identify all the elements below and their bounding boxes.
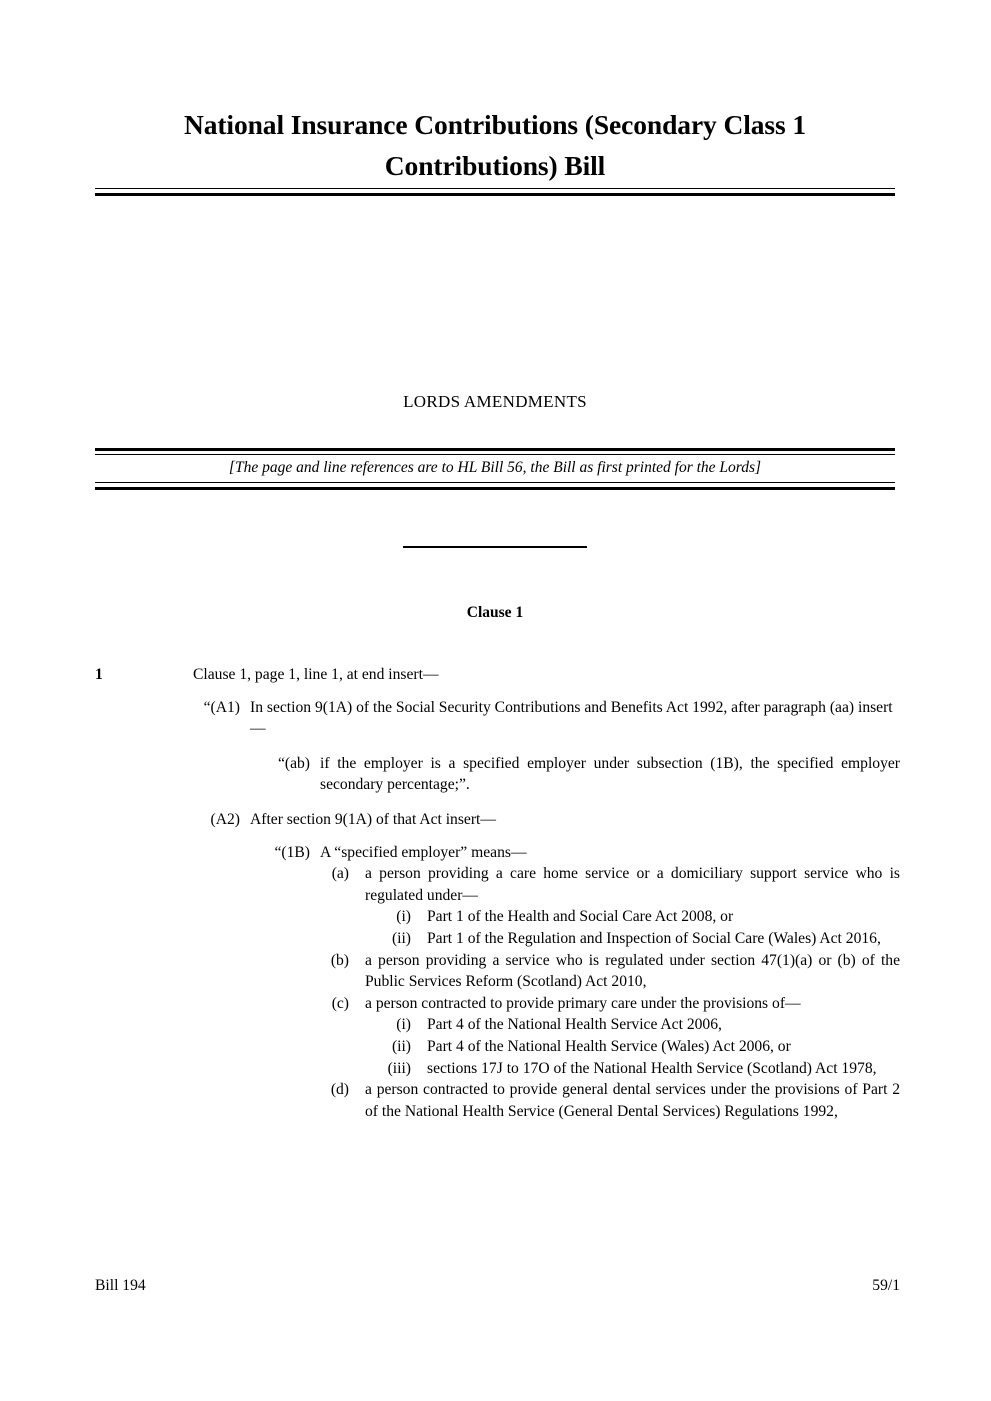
amendment-item-text: After section 9(1A) of that Act insert— — [250, 810, 496, 828]
amendment-item-text: Part 1 of the Regulation and Inspection of Social Care (Wales) Act 2016, — [427, 929, 881, 947]
amendment-item — [95, 753, 900, 796]
amendment-item-label: “(A1) — [203, 698, 240, 716]
page-title: National Insurance Contributions (Secondary Class 1 Contributions) Bill — [183, 109, 807, 181]
note-rule-top-thin — [95, 454, 895, 455]
amendment-item — [95, 1014, 900, 1036]
amendment-item-text: A “specified employer” means— — [320, 843, 527, 861]
amendment-item-text: if the employer is a specified employer under subsection (1B), the specified employer secondary percentage;”. — [320, 754, 900, 794]
section-heading: LORDS AMENDMENTS — [403, 392, 587, 411]
footer-page-number: 59/1 — [872, 1277, 900, 1294]
amendment-item-text: sections 17J to 17O of the National Health Service (Scotland) Act 1978, — [427, 1059, 877, 1077]
note-rule-bottom-thick — [95, 487, 895, 490]
amendment-item-label: (iii) — [387, 1059, 411, 1077]
amendment-item — [95, 993, 900, 1015]
amendment-item — [95, 842, 900, 864]
amendment-item-label: (i) — [396, 1016, 411, 1034]
amendment-item-text: a person providing a service who is regulated under section 47(1)(a) or (b) of the Public Services Reform (Scotland) Act 2010, — [365, 951, 900, 991]
amendment-item — [95, 809, 900, 831]
amendment-items — [95, 697, 900, 1123]
amendment-list — [95, 664, 900, 1122]
amendment-item — [95, 928, 900, 950]
amendment-lead-line: Clause 1, page 1, line 1, at end insert— — [193, 666, 439, 683]
amendment-item-label: (d) — [330, 1081, 349, 1099]
reference-note: [The page and line references are to HL Bill 56, the Bill as first printed for the Lords] — [228, 459, 762, 476]
amendment-item-label: (a) — [331, 865, 349, 883]
amendment-item-label: (A2) — [210, 810, 240, 828]
amendment-item-text: a person contracted to provide general dental services under the provisions of Part 2 of the National Health Service (General Dental Services) Regulations 1992, — [365, 1081, 900, 1120]
amendment-item-text: a person providing a care home service or a domiciliary support service who is regulated under— — [365, 865, 900, 904]
amendment-item-label: “(1B) — [274, 843, 310, 861]
amendment-item — [95, 1079, 900, 1122]
amendment-item-label: “(ab) — [277, 754, 310, 772]
amendment-item-label: (b) — [330, 951, 349, 969]
amendment-item-label: (ii) — [391, 1037, 411, 1055]
amendment-item — [95, 697, 900, 740]
amendment-item — [95, 1036, 900, 1058]
amendment-item-text: In section 9(1A) of the Social Security Contributions and Benefits Act 1992, after paragraph (aa) insert— — [250, 698, 893, 738]
amendment-item — [95, 906, 900, 928]
amendment-item-text: Part 4 of the National Health Service (Wales) Act 2006, or — [427, 1037, 791, 1055]
amendment-item-text: Part 4 of the National Health Service Act 2006, — [427, 1016, 722, 1034]
amendment-number: 1 — [95, 666, 103, 683]
amendment-item-text: Part 1 of the Health and Social Care Act 2008, or — [427, 908, 734, 926]
amendment-item — [95, 863, 900, 906]
amendment-1 — [95, 664, 900, 1122]
amendment-item — [95, 950, 900, 993]
amendment-item-text: a person contracted to provide primary care under the provisions of— — [365, 994, 801, 1012]
amendment-item — [95, 1058, 900, 1080]
note-rule-bottom-thin — [95, 482, 895, 483]
title-rule-upper — [95, 188, 895, 189]
amendment-item-label: (ii) — [391, 929, 411, 947]
clause-heading: Clause 1 — [466, 604, 524, 621]
amendment-item-label: (c) — [331, 994, 349, 1012]
note-rule-top-thick — [95, 448, 895, 451]
amendment-item-label: (i) — [396, 908, 411, 926]
title-rule-lower — [95, 193, 895, 196]
section-divider-rule — [403, 546, 587, 548]
footer-bill-number: Bill 194 — [95, 1277, 146, 1294]
